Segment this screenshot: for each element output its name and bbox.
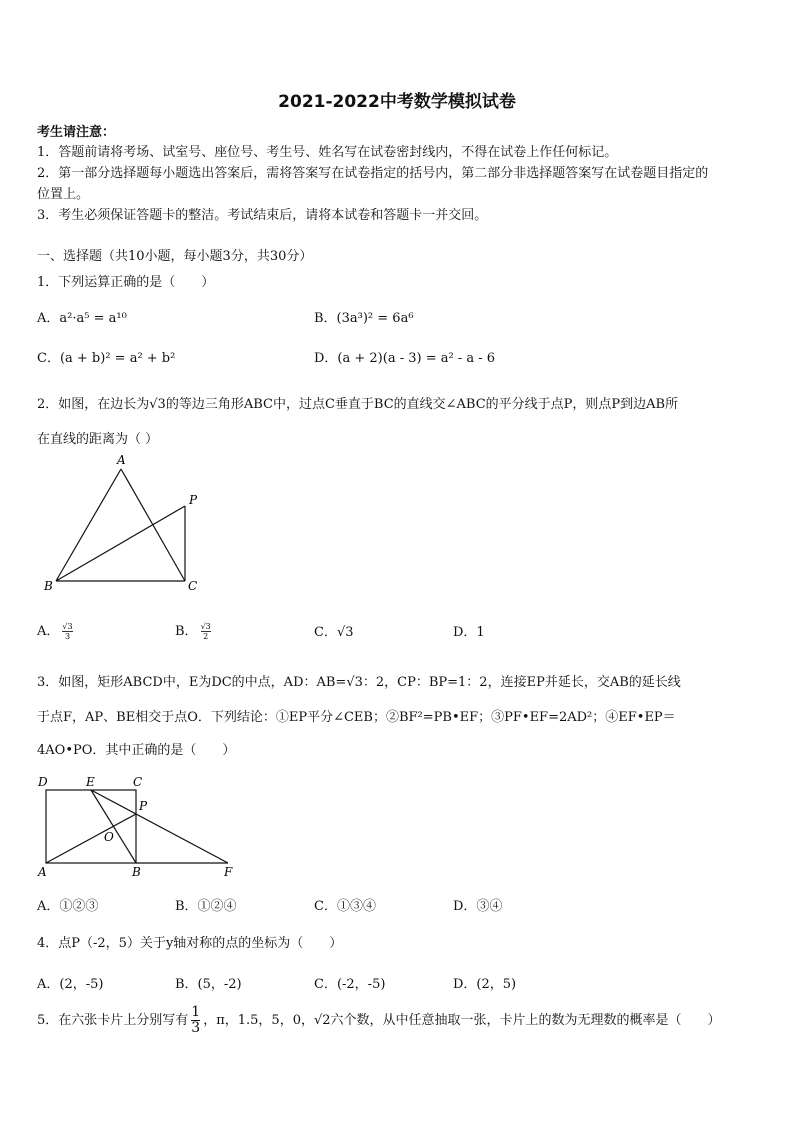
label-b: B [44,579,53,593]
question-3-option-b: B．①②④ [175,899,237,914]
label-d: D [38,775,48,789]
question-5-prefix: 5．在六张卡片上分别写有 [37,1013,189,1028]
label-e: E [86,775,95,789]
question-5-suffix: ，π，1.5，5，0，√2六个数，从中任意抽取一张，卡片上的数为无理数的概率是（ ） [203,1013,721,1028]
label-b: B [132,865,141,879]
rectangle-abcd [46,790,136,863]
question-3-option-a: A．①②③ [37,899,99,914]
label-a: A [117,453,126,467]
question-2-figure [36,452,216,597]
question-3-option-c: C．①③④ [314,899,376,914]
segment-ef [91,790,228,863]
notice-item-2-cont: 位置上。 [37,187,90,202]
notice-item-2: 2．第一部分选择题每小题选出答案后，需将答案写在试卷指定的括号内，第二部分非选择题答案写在试卷题目指定的 [37,166,709,181]
question-4-option-a: A．(2，-5) [37,977,104,992]
question-1-option-d: D．(a + 2)(a - 3) = a² - a - 6 [314,351,496,366]
question-2-stem-line2: 在直线的距离为（ ） [37,432,159,447]
label-p: P [139,799,148,813]
question-2-option-a [37,620,73,641]
question-1-option-a: A．a²·a⁵ = a¹⁰ [37,311,127,326]
label-c: C [188,579,198,593]
question-2-option-d: D．1 [453,625,485,640]
question-4-option-c: C．(-2，-5) [314,977,386,992]
question-4-option-b: B．(5，-2) [175,977,242,992]
option-letter: A． [37,624,60,639]
fraction: $\frac{√3}{2}$ [200,622,211,641]
question-2-option-b [175,620,211,641]
question-2-option-c: C．√3 [314,625,354,640]
fraction-one-third: $\frac{1}{3}$ [191,1004,201,1036]
page-title: 2021-2022中考数学模拟试卷 [278,92,516,112]
question-4-option-d: D．(2，5) [453,977,517,992]
label-a: A [38,865,47,879]
question-1-stem: 1．下列运算正确的是（ ） [37,275,215,290]
label-c: C [133,775,143,789]
fraction: $\frac{√3}{3}$ [62,622,73,641]
label-o: O [104,830,114,844]
label-f: F [224,865,233,879]
question-3-stem-line3: 4AO•PO．其中正确的是（ ） [37,743,236,758]
segment-ap [46,814,136,863]
notice-item-1: 1．答题前请将考场、试室号、座位号、考生号、姓名写在试卷密封线内，不得在试卷上作任何标记。 [37,145,618,160]
question-3-stem-line1: 3．如图，矩形ABCD中，E为DC的中点，AD：AB=√3：2，CP：BP=1：2，连接EP并延长，交AB的延长线 [37,675,681,690]
question-5-stem [37,1005,721,1036]
label-p: P [189,493,198,507]
question-3-option-d: D．③④ [453,899,503,914]
option-letter: B． [175,624,198,639]
question-2-stem-line1: 2．如图，在边长为√3的等边三角形ABC中，过点C垂直于BC的直线交∠ABC的平分线于点P，则点P到边AB所 [37,397,679,412]
notice-heading: 考生请注意： [37,125,116,140]
segment-bp [56,506,185,581]
question-3-stem-line2: 于点F，AP、BE相交于点O．下列结论：①EP平分∠CEB；②BF²=PB•EF；③PF•EF=2AD²；④EF•EP＝ [37,710,676,725]
notice-item-3: 3．考生必须保证答题卡的整洁。考试结束后，请将本试卷和答题卡一并交回。 [37,208,488,223]
section-heading: 一、选择题（共10小题，每小题3分，共30分） [37,249,313,264]
edge-ab [56,469,121,581]
question-4-stem: 4．点P（-2，5）关于y轴对称的点的坐标为（ ） [37,936,343,951]
question-1-option-c: C．(a + b)² = a² + b² [37,351,176,366]
question-1-option-b: B．(3a³)² = 6a⁶ [314,311,414,326]
question-3-figure [36,772,246,880]
